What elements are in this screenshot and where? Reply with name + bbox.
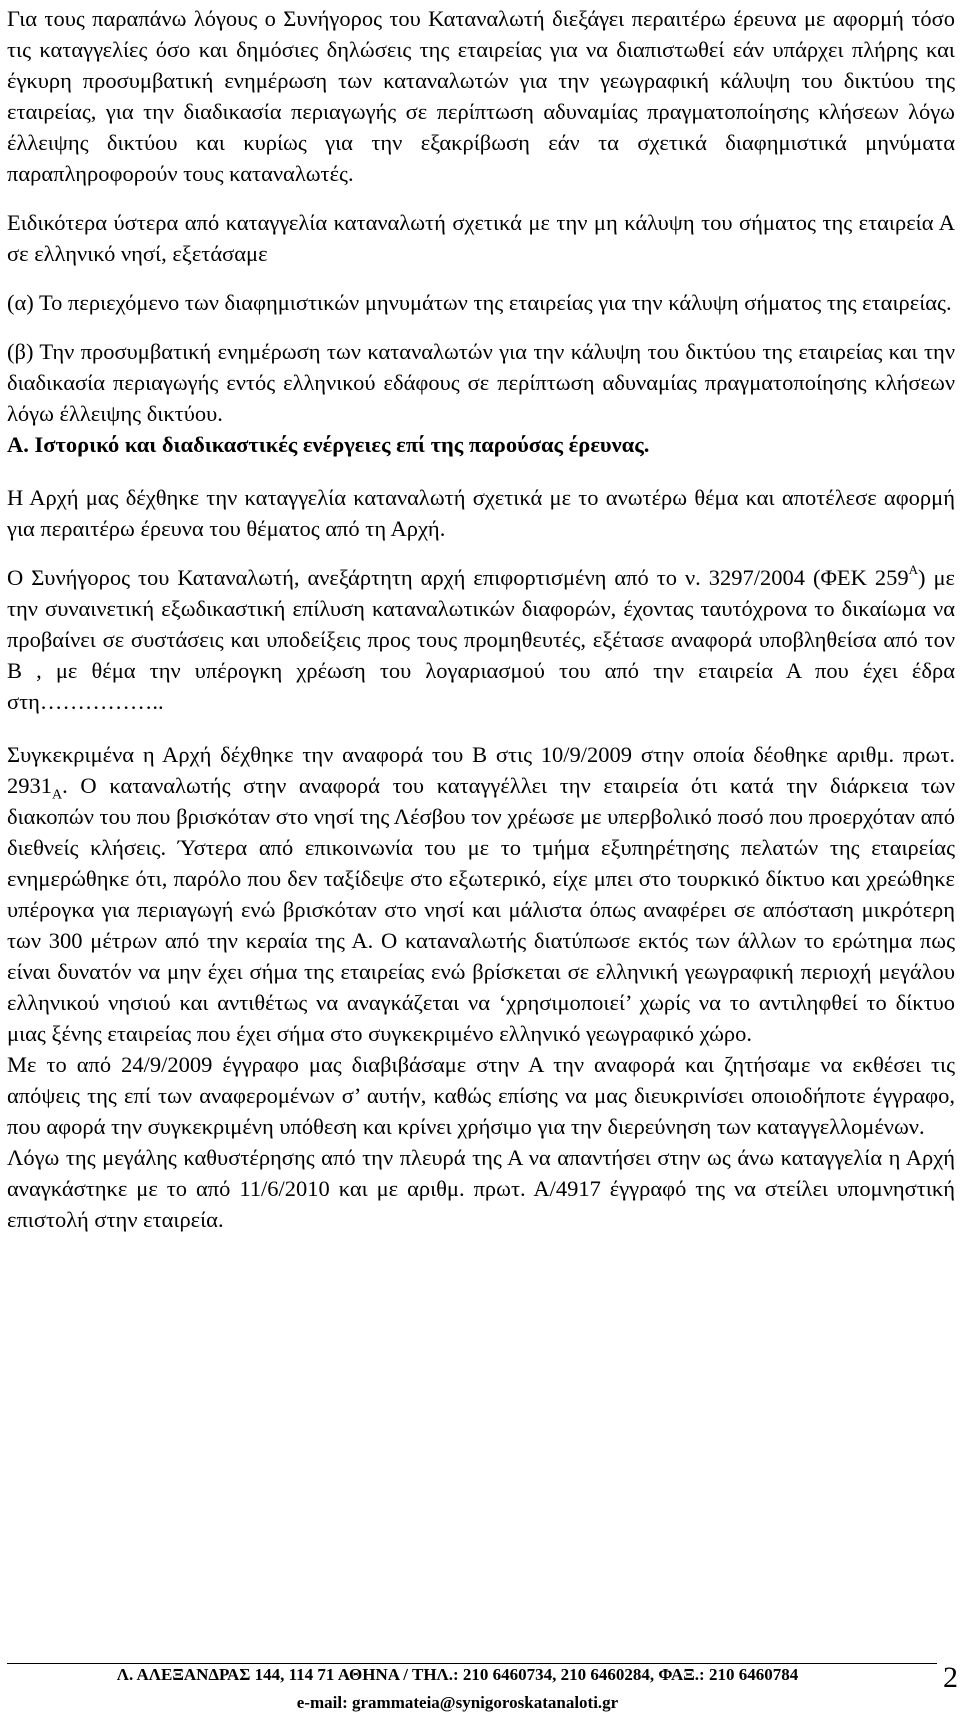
ombudsman-text-1: Ο Συνήγορος του Καταναλωτή, ανεξάρτητη αρχή επιφορτισμένη από το ν. 3297/2004 (ΦΕΚ 259 [7,565,909,590]
report-text-1: Συγκεκριμένα η Αρχή δέχθηκε την αναφορά του Β στις 10/9/2009 στην οποία δέοθηκε αριθμ. πρωτ. 2931 [7,742,955,798]
specific-paragraph: Ειδικότερα ύστερα από καταγγελία καταναλωτή σχετικά με την μη κάλυψη του σήματος της εταιρεία Α σε ελληνικό νησί, εξετάσαμε [7,210,955,266]
item-b-paragraph: (β) Την προσυμβατική ενημέρωση των καταναλωτών για την κάλυψη του δικτύου της εταιρείας και την διαδικασία περιαγωγής εντός ελληνικού εδάφους σε περίπτωση αδυναμίας πραγματοποίησης κλήσεων λόγω έλλειψης δικτύου. [7,339,955,426]
authority-paragraph: Η Αρχή μας δέχθηκε την καταγγελία καταναλωτή σχετικά με το ανωτέρω θέμα και αποτέλεσε αφορμή για περαιτέρω έρευνα του θέματος από τη Αρχή. [7,485,955,541]
body-text [7,3,955,1235]
item-a-paragraph: (α) Το περιεχόμενο των διαφημιστικών μηνυμάτων της εταιρείας για την κάλυψη σήματος της εταιρείας. [7,290,952,315]
footer-email[interactable]: e-mail: grammateia@synigoroskatanaloti.gr [296,1693,619,1712]
report-paragraph [7,739,955,1049]
report-subscript: Α [52,787,63,803]
delay-paragraph: Λόγω της μεγάλης καθυστέρησης από την πλευρά της Α να απαντήσει στην ως άνω καταγγελία η Αρχή αναγκάστηκε με το από 11/6/2010 και με αριθμ. πρωτ. Α/4917 έγγραφό της να στείλει υπομνηστική επιστολή στην εταιρεία. [7,1145,955,1232]
report-text-2: . Ο καταναλωτής στην αναφορά του καταγγέλλει την εταιρεία ότι κατά την διάρκεια των διακοπών του που βρισκόταν στο νησί της Λέσβου τον χρέωσε με υπερβολικό ποσό που προερχόταν από διεθνείς κλήσεις. Ύστερα από επικοινωνία του με το τμήμα εξυπηρέτησης πελατών της εταιρείας ενημερώθηκε ότι, παρόλο που δεν ταξίδεψε στο εξωτερικό, είχε μπει στο τουρκικό δίκτυο και χρεώθηκε υπέρογκα για περιαγωγή ενώ βρισκόταν στο νησί και μάλιστα όπως αναφέρει σε απόσταση μικρότερη των 300 μέτρων από την κεραία της Α. Ο καταναλωτής διατύπωσε εκτός των άλλων το ερώτημα πως είναι δυνατόν να μην έχει σήμα της εταιρείας ενώ βρίσκεται σε ελληνική γεωγραφική περιοχή μεγάλου ελληνικού νησιού και αντιθέτως να αναγκάζεται να ‘χρησιμοποιεί’ χωρίς να το αντιληφθεί το δίκτυο μιας ξένης εταιρείας που έχει σήμα στο συγκεκριμένο ελληνικό γεωγραφικό χώρο. [7,773,955,1046]
ombudsman-superscript: Α [908,561,919,577]
intro-paragraph: Για τους παραπάνω λόγους ο Συνήγορος του Καταναλωτή διεξάγει περαιτέρω έρευνα με αφορμή τόσο τις καταγγελίες όσο και δημόσιες δηλώσεις της εταιρείας για να διαπιστωθεί εάν υπάρχει πλήρης και έγκυρη προσυμβατική ενημέρωση των καταναλωτών για την γεωγραφική κάλυψη του δικτύου της εταιρείας, για την διαδικασία περιαγωγής σε περίπτωση αδυναμίας πραγματοποίησης κλήσεων λόγω έλλειψης δικτύου και κυρίως για την εξακρίβωση εάν τα σχετικά διαφημιστικά μηνύματα παραπληροφορούν τους καταναλωτές. [7,6,955,186]
letter-paragraph: Με το από 24/9/2009 έγγραφο μας διαβιβάσαμε στην Α την αναφορά και ζητήσαμε να εκθέσει τις απόψεις της επί των αναφερομένων σ’ αυτήν, καθώς επίσης να μας διευκρινίσει οποιοδήποτε έγγραφο, που αφορά την συγκεκριμένη υπόθεση και κρίνει χρήσιμο για την διερεύνηση των καταγγελλομένων. [7,1052,955,1139]
page-number: 2 [943,1661,958,1694]
ombudsman-text-2: ) με την συναινετική εξωδικαστική επίλυση καταναλωτικών διαφορών, έχοντας ταυτόχρονα το δικαίωμα να προβαίνει σε συστάσεις και υποδείξεις προς τους προμηθευτές, εξέτασε αναφορά υποβληθείσα από τον Β , με θέμα την υπέρογκη χρέωση του λογαριασμού του από την εταιρεία Α που έχει έδρα στη…………….. [7,565,955,714]
ombudsman-paragraph [7,562,955,717]
footer-address: Λ. ΑΛΕΞΑΝΔΡΑΣ 144, 114 71 ΑΘΗΝΑ / ΤΗΛ.: 210 6460734, 210 6460284, ΦΑΞ.: 210 6460784 [116,1665,799,1684]
section-heading: Α. Ιστορικό και διαδικαστικές ενέργειες επί της παρούσας έρευνας. [7,432,650,457]
